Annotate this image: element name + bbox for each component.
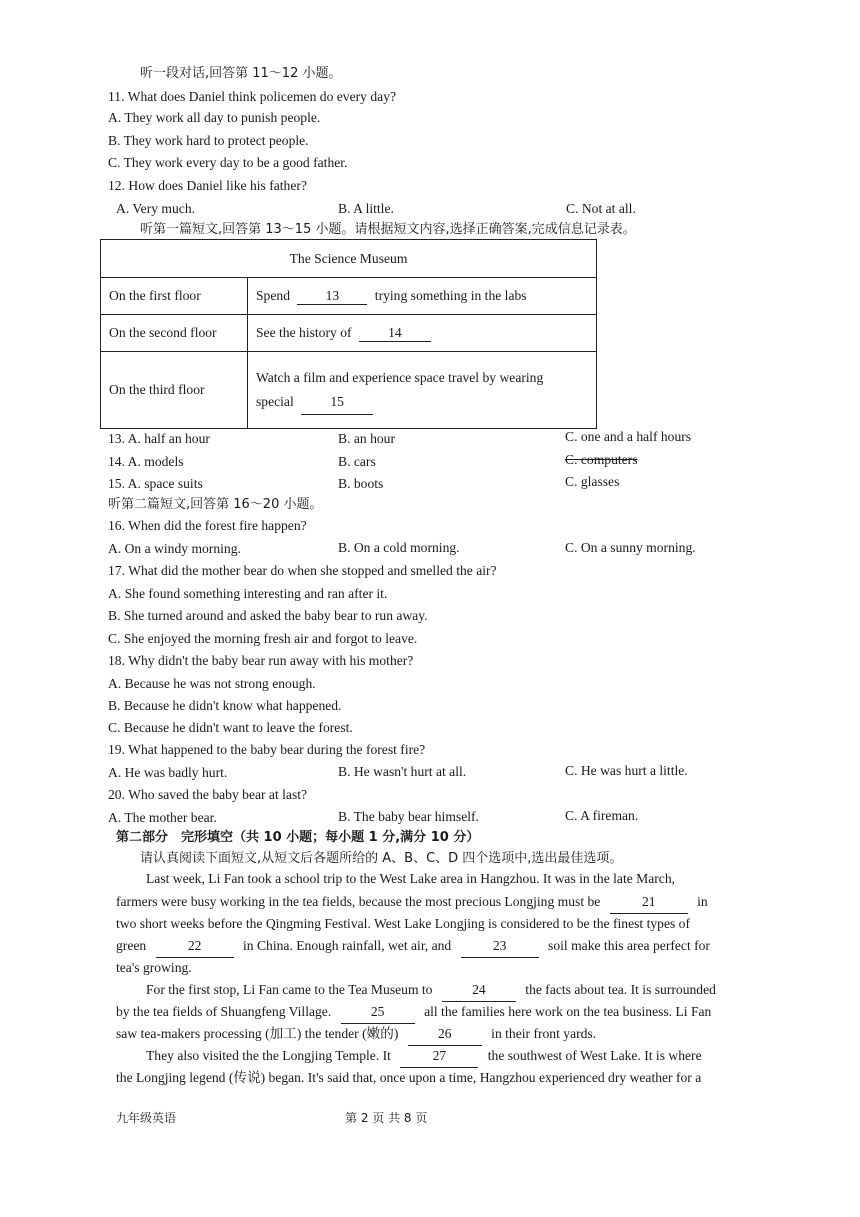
table-row: [101, 352, 597, 429]
passage-line: saw tea-makers processing (加工) the tender (嫩的) 26 in their front yards.: [116, 1023, 596, 1046]
question-18-option-c: C. Because he didn't want to leave the forest.: [108, 720, 353, 735]
question-13-option-b: B. an hour: [338, 431, 396, 446]
question-13-option-a: 13. A. half an hour: [108, 431, 210, 446]
passage-line: For the first stop, Li Fan came to the Tea Museum to 24 the facts about tea. It is surrounded: [146, 979, 716, 1002]
question-19-option-c: C. He was hurt a little.: [565, 763, 688, 778]
question-20-option-c: C. A fireman.: [565, 808, 639, 823]
question-19-option-b: B. He wasn't hurt at all.: [338, 764, 467, 779]
question-14-option-a: 14. A. models: [108, 454, 184, 469]
question-20-stem: 20. Who saved the baby bear at last?: [108, 787, 308, 802]
blank-14: 14: [359, 325, 431, 342]
question-17-option-b: B. She turned around and asked the baby bear to run away.: [108, 608, 428, 623]
footer-subject: 九年级英语: [116, 1111, 177, 1125]
passage-line: farmers were busy working in the tea fields, because the most precious Longjing must be 21 in: [116, 891, 708, 914]
question-14-option-c: C. computers: [565, 452, 638, 467]
cell-text: See the history of: [256, 324, 352, 340]
table-row: [101, 278, 597, 315]
table-cell: [248, 315, 597, 352]
cell-text: Spend: [256, 287, 290, 303]
question-12-option-c: C. Not at all.: [566, 201, 636, 216]
section-intro-3: 听第二篇短文,回答第 16～20 小题。: [108, 497, 323, 512]
question-15-option-a: 15. A. space suits: [108, 476, 203, 491]
blank-27: 27: [400, 1045, 478, 1068]
passage-line: the Longjing legend (传说) began. It's said that, once upon a time, Hangzhou experienced dry weather for a: [116, 1070, 702, 1085]
passage-line: Last week, Li Fan took a school trip to the West Lake area in Hangzhou. It was in the late March,: [146, 871, 676, 886]
floor-label: On the second floor: [101, 315, 248, 352]
section-intro-2: 听第一篇短文,回答第 13～15 小题。请根据短文内容,选择正确答案,完成信息记录表。: [140, 222, 636, 237]
question-19-option-a: A. He was badly hurt.: [108, 765, 228, 780]
question-12-option-a: A. Very much.: [116, 201, 196, 216]
passage-line: tea's growing.: [116, 960, 192, 975]
question-18-option-b: B. Because he didn't know what happened.: [108, 698, 342, 713]
question-20-option-a: A. The mother bear.: [108, 810, 217, 825]
passage-line: green 22 in China. Enough rainfall, wet air, and 23 soil make this area perfect for: [116, 935, 710, 958]
question-17-option-a: A. She found something interesting and ran after it.: [108, 586, 388, 601]
part2-title: 第二部分 完形填空（共 10 小题；每小题 1 分,满分 10 分）: [116, 830, 480, 845]
question-20-option-b: B. The baby bear himself.: [338, 809, 479, 824]
question-16-option-b: B. On a cold morning.: [338, 540, 460, 555]
blank-23: 23: [461, 935, 539, 958]
question-15-option-b: B. boots: [338, 476, 384, 491]
question-19-stem: 19. What happened to the baby bear during the forest fire?: [108, 742, 426, 757]
question-13-option-c: C. one and a half hours: [565, 429, 692, 444]
question-16-option-a: A. On a windy morning.: [108, 541, 241, 556]
table-title: The Science Museum: [101, 240, 597, 278]
question-11-option-b: B. They work hard to protect people.: [108, 133, 309, 148]
table-cell: [248, 352, 597, 429]
page-number: 第 2 页 共 8 页: [345, 1111, 428, 1125]
passage-line: They also visited the the Longjing Temple. It 27 the southwest of West Lake. It is where: [146, 1045, 702, 1068]
question-11-option-a: A. They work all day to punish people.: [108, 110, 321, 125]
cell-text: special: [256, 393, 294, 409]
question-18-stem: 18. Why didn't the baby bear run away with his mother?: [108, 653, 414, 668]
blank-24: 24: [442, 979, 516, 1002]
blank-22: 22: [156, 935, 234, 958]
blank-21: 21: [610, 891, 688, 914]
floor-label: On the third floor: [101, 352, 248, 429]
passage-line: two short weeks before the Qingming Festival. West Lake Longjing is considered to be the finest types of: [116, 916, 691, 931]
section-intro-1: 听一段对话,回答第 11～12 小题。: [140, 66, 342, 81]
question-12-option-b: B. A little.: [338, 201, 394, 216]
cell-text: Watch a film and experience space travel by wearing: [256, 369, 544, 385]
blank-25: 25: [341, 1001, 415, 1024]
question-17-stem: 17. What did the mother bear do when she stopped and smelled the air?: [108, 563, 497, 578]
question-15-option-c: C. glasses: [565, 474, 620, 489]
table-row: [101, 315, 597, 352]
passage-line: by the tea fields of Shuangfeng Village. 25 all the families here work on the tea business. Li Fan: [116, 1001, 711, 1024]
question-17-option-c: C. She enjoyed the morning fresh air and forgot to leave.: [108, 631, 418, 646]
part2-instructions: 请认真阅读下面短文,从短文后各题所给的 A、B、C、D 四个选项中,选出最佳选项。: [140, 851, 623, 866]
question-11-option-c: C. They work every day to be a good father.: [108, 155, 348, 170]
science-museum-table: [100, 239, 597, 429]
question-14-option-b: B. cars: [338, 454, 376, 469]
question-16-stem: 16. When did the forest fire happen?: [108, 518, 307, 533]
question-12-stem: 12. How does Daniel like his father?: [108, 178, 307, 193]
blank-26: 26: [408, 1023, 482, 1046]
table-cell: [248, 278, 597, 315]
floor-label: On the first floor: [101, 278, 248, 315]
blank-15: 15: [301, 390, 373, 415]
blank-13: 13: [297, 288, 367, 305]
question-11-stem: 11. What does Daniel think policemen do every day?: [108, 89, 397, 104]
question-18-option-a: A. Because he was not strong enough.: [108, 676, 316, 691]
question-16-option-c: C. On a sunny morning.: [565, 540, 696, 555]
cell-text: trying something in the labs: [374, 287, 527, 303]
